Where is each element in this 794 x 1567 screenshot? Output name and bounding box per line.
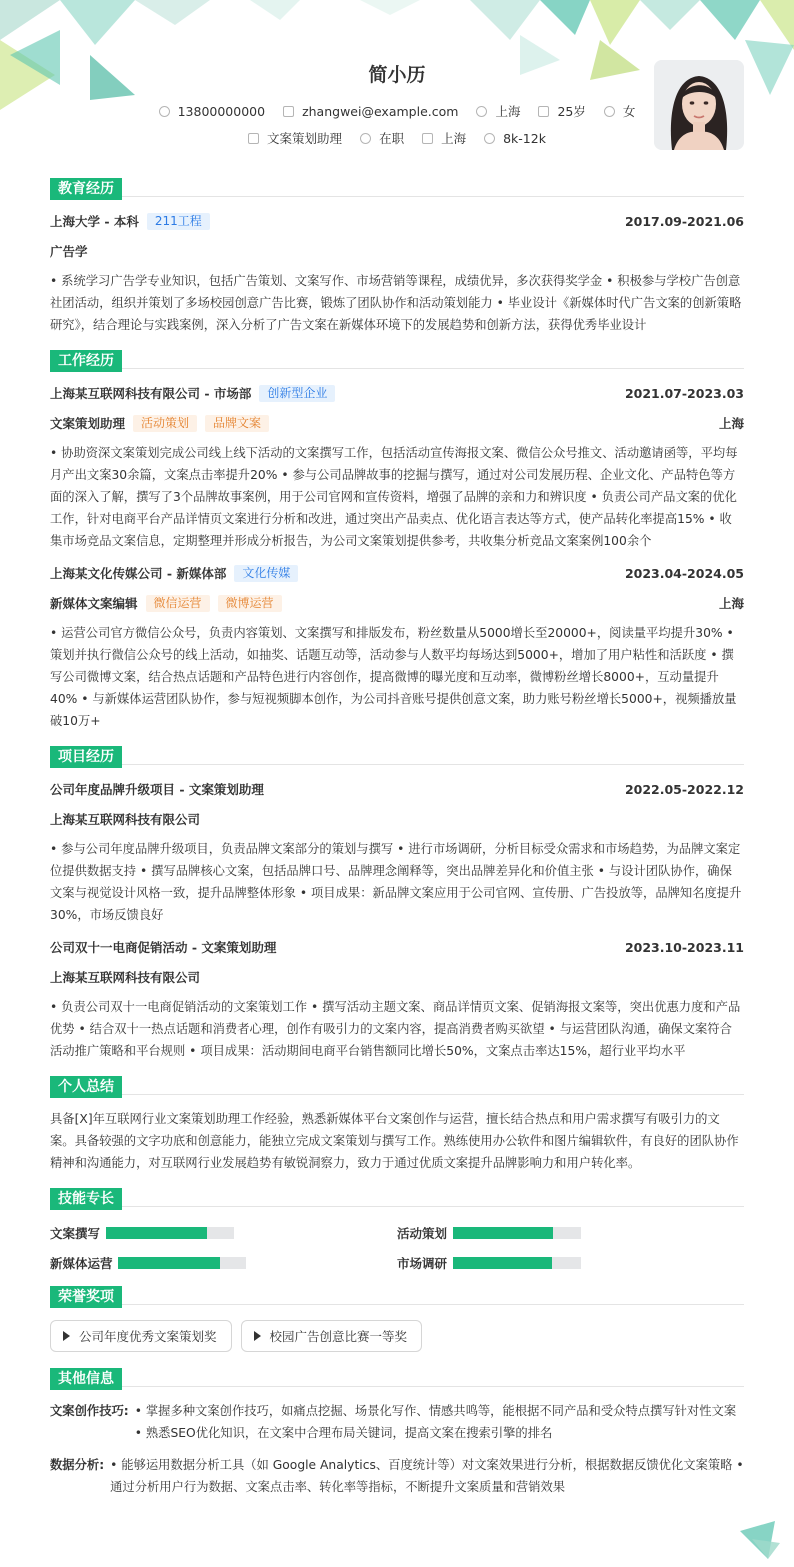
work-role-row xyxy=(50,588,744,618)
skills-list xyxy=(50,1216,744,1278)
work-company-row xyxy=(50,558,744,588)
education-school-row xyxy=(50,206,744,236)
projects-section xyxy=(50,746,744,1068)
work-description: • 运营公司官方微信公众号，负责内容策划、文案撰写和排版发布，粉丝数量从5000增长至20000+，阅读量平均提升30% • 策划并执行微信公众号的线上活动，如抽奖、话题互动等，活动参与人数平均每场达到5000+，增加了用户粘性和活跃度 • 撰写公司微博文案，结合热点话题和产品特色进行内容创作，提高微博的曝光度和互动率，微博粉丝增长8000+，互动量提升40% • 与新媒体运营团队协作，参与短视频脚本创作，为公司抖音账号提供创意文案，助力账号粉丝增长5000+，视频播放量破10万+ xyxy=(50,626,737,728)
project-description: • 负责公司双十一电商促销活动的文案策划工作 • 撰写活动主题文案、商品详情页文案、促销海报文案等，突出优惠力度和产品优势 • 结合双十一热点话题和消费者心理，创作有吸引力的文案内容，提高消费者购买欲望 • 与运营团队沟通，确保文案符合活动推广策略和平台规则 • 项目成果：活动期间电商平台销售额同比增长50%，文案点击率达15%，超行业平均水平 xyxy=(50,1000,741,1058)
triangle-bullet-icon xyxy=(254,1331,261,1341)
age-item xyxy=(538,102,585,120)
awards-section xyxy=(50,1286,744,1360)
section-divider xyxy=(122,368,744,369)
major-name: 广告学 xyxy=(50,244,88,259)
skill-name: 活动策划 xyxy=(397,1226,448,1241)
intent-salary: 8k-12k xyxy=(503,130,546,146)
skill-name: 市场调研 xyxy=(397,1256,448,1271)
work-section xyxy=(50,350,744,738)
work-company: 上海某文化传媒公司 - 新媒体部 xyxy=(50,566,227,581)
gender-item xyxy=(604,102,636,120)
work-role: 新媒体文案编辑 xyxy=(50,596,138,611)
project-org: 上海某互联网科技有限公司 xyxy=(50,970,201,985)
work-date: 2023.04-2024.05 xyxy=(624,565,744,581)
projects-title: 项目经历 xyxy=(50,746,122,768)
summary-text: 具备[X]年互联网行业文案策划助理工作经验，熟悉新媒体平台文案创作与运营，擅长结合热点和用户需求撰写有吸引力的文案。具备较强的文字功底和创意能力，能独立完成文案策划与撰写工作。熟练使用办公软件和图片编辑软件，有良好的团队协作精神和沟通能力，对互联网行业发展趋势有敏锐洞察力，致力于通过优质文案提升品牌影响力和用户转化率。 xyxy=(50,1112,739,1170)
education-header xyxy=(50,178,744,200)
home-icon xyxy=(476,106,487,117)
project-name: 公司双十一电商促销活动 - 文案策划助理 xyxy=(50,940,277,955)
section-divider xyxy=(122,1386,744,1387)
skill-bar-fill xyxy=(118,1257,220,1269)
skill-item xyxy=(50,1218,397,1248)
intent-city-item xyxy=(422,129,466,147)
skills-title: 技能专长 xyxy=(50,1188,122,1210)
project-item xyxy=(50,774,744,932)
project-name-row xyxy=(50,932,744,962)
role-tag: 活动策划 xyxy=(133,415,197,432)
skills-section xyxy=(50,1188,744,1278)
school-tag: 211工程 xyxy=(147,213,210,230)
work-location: 上海 xyxy=(718,416,744,431)
avatar xyxy=(654,60,744,150)
work-title: 工作经历 xyxy=(50,350,122,372)
work-header xyxy=(50,350,744,372)
skill-item xyxy=(50,1248,397,1278)
phone-icon xyxy=(159,106,170,117)
skill-bar-fill xyxy=(106,1227,207,1239)
work-description: • 协助资深文案策划完成公司线上线下活动的文案撰写工作，包括活动宣传海报文案、微信公众号推文、活动邀请函等，平均每月产出文案30余篇，文案点击率提升20% • 参与公司品牌故事的挖掘与撰写，通过对公司发展历程、企业文化、产品特色等方面的深入了解，撰写了3个品牌故事案例，用于公司官网和宣传资料，增强了品牌的亲和力和辨识度 • 负责公司产品文案的优化工作，针对电商平台产品详情页文案进行分析和改进，通过突出产品卖点、优化语言表达等方式，使产品转化率提高15% • 收集市场竞品文案信息，定期整理并形成分析报告，为公司文案策划提供参考，共收集分析竞品文案案例100余个 xyxy=(50,446,738,548)
skill-bar xyxy=(453,1227,581,1239)
intent-status-item xyxy=(360,129,404,147)
decorative-corner-triangle xyxy=(740,1521,780,1561)
other-info-label: 文案创作技巧: xyxy=(50,1404,129,1418)
project-org-row xyxy=(50,804,744,834)
project-item xyxy=(50,932,744,1068)
skill-bar-fill xyxy=(453,1257,552,1269)
education-description: • 系统学习广告学专业知识，包括广告策划、文案写作、市场营销等课程，成绩优异，多次获得奖学金 • 积极参与学校广告创意社团活动，组织并策划了多场校园创意广告比赛，锻炼了团队协作和活动策划能力 • 毕业设计《新媒体时代广告文案的创新策略研究》，结合理论与实践案例，深入分析了广告文案在新媒体环境下的发展趋势和创新方法，获得优秀毕业设计 xyxy=(50,274,742,332)
intent-position: 文案策划助理 xyxy=(267,131,343,146)
triangle-bullet-icon xyxy=(63,1331,70,1341)
education-date: 2017.09-2021.06 xyxy=(624,213,744,229)
skill-item xyxy=(397,1248,744,1278)
skill-bar xyxy=(106,1227,234,1239)
education-title: 教育经历 xyxy=(50,178,122,200)
award-chip xyxy=(241,1320,423,1352)
work-item xyxy=(50,558,744,738)
contact-row xyxy=(50,102,744,120)
project-org-row xyxy=(50,962,744,992)
education-section xyxy=(50,178,744,342)
city-text: 上海 xyxy=(495,104,521,119)
skill-bar xyxy=(453,1257,581,1269)
other-header xyxy=(50,1368,744,1390)
work-company-row xyxy=(50,378,744,408)
skills-header xyxy=(50,1188,744,1210)
section-divider xyxy=(122,1094,744,1095)
summary-header xyxy=(50,1076,744,1098)
other-info-item xyxy=(50,1396,744,1444)
awards-title: 荣誉奖项 xyxy=(50,1286,122,1308)
resume-header xyxy=(50,0,744,170)
company-tag: 创新型企业 xyxy=(259,385,335,402)
work-role: 文案策划助理 xyxy=(50,416,126,431)
role-tag: 品牌文案 xyxy=(205,415,269,432)
gender-text: 女 xyxy=(622,104,636,119)
company-tag: 文化传媒 xyxy=(234,565,298,582)
other-info-item xyxy=(50,1450,744,1498)
send-icon xyxy=(248,133,259,144)
project-description: • 参与公司年度品牌升级项目，负责品牌文案部分的策划与撰写 • 进行市场调研，分析目标受众需求和市场趋势，为品牌文案定位提供数据支持 • 撰写品牌核心文案，包括品牌口号、品牌理念阐释等，突出品牌差异化和价值主张 • 与设计团队协作，确保文案与视觉设计风格一致，提升品牌整体形象 • 项目成果：新品牌文案应用于公司官网、宣传册、广告投放等，品牌知名度提升30%，市场反馈良好 xyxy=(50,842,742,922)
intent-salary-item xyxy=(484,131,546,146)
school-name: 上海大学 - 本科 xyxy=(50,214,139,229)
email-text: zhangwei@example.com xyxy=(302,103,459,119)
skill-bar-fill xyxy=(453,1227,553,1239)
project-name-row xyxy=(50,774,744,804)
education-major-row xyxy=(50,236,744,266)
summary-title: 个人总结 xyxy=(50,1076,122,1098)
work-item xyxy=(50,378,744,558)
role-tag: 微信运营 xyxy=(146,595,210,612)
project-date: 2022.05-2022.12 xyxy=(624,781,744,797)
city-item xyxy=(476,102,520,120)
award-chip xyxy=(50,1320,232,1352)
other-info-label: 数据分析: xyxy=(50,1458,105,1472)
skill-item xyxy=(397,1218,744,1248)
other-section xyxy=(50,1368,744,1498)
age-text: 25岁 xyxy=(557,104,586,119)
work-location: 上海 xyxy=(718,596,744,611)
gender-icon xyxy=(604,106,615,117)
other-info-text: • 掌握多种文案创作技巧，如痛点挖掘、场景化写作、情感共鸣等，能根据不同产品和受众特点撰写针对性文案 • 熟悉SEO优化知识，在文案中合理布局关键词，提高文案在搜索引擎的排名 xyxy=(134,1404,737,1440)
intent-position-item xyxy=(248,129,342,147)
phone-item xyxy=(159,104,265,119)
skill-name: 新媒体运营 xyxy=(50,1256,113,1271)
work-company: 上海某互联网科技有限公司 - 市场部 xyxy=(50,386,252,401)
award-name: 校园广告创意比赛一等奖 xyxy=(269,1329,408,1344)
intent-city: 上海 xyxy=(441,131,467,146)
section-divider xyxy=(122,764,744,765)
phone-text: 13800000000 xyxy=(177,103,266,119)
candidate-name: 简小历 xyxy=(368,64,426,86)
age-icon xyxy=(538,106,549,117)
awards-list xyxy=(50,1314,744,1360)
summary-section xyxy=(50,1076,744,1180)
work-date: 2021.07-2023.03 xyxy=(624,385,744,401)
awards-header xyxy=(50,1286,744,1308)
project-name: 公司年度品牌升级项目 - 文案策划助理 xyxy=(50,782,264,797)
section-divider xyxy=(122,196,744,197)
skill-name: 文案撰写 xyxy=(50,1226,101,1241)
role-tag: 微博运营 xyxy=(218,595,282,612)
building-icon xyxy=(422,133,433,144)
email-item xyxy=(283,104,458,119)
section-divider xyxy=(122,1304,744,1305)
project-date: 2023.10-2023.11 xyxy=(624,939,744,955)
section-divider xyxy=(122,1206,744,1207)
work-role-row xyxy=(50,408,744,438)
other-info-text: • 能够运用数据分析工具（如 Google Analytics、百度统计等）对文案效果进行分析，根据数据反馈优化文案策略 • 通过分析用户行为数据、文案点击率、转化率等指标，不断提升文案质量和营销效果 xyxy=(110,1458,744,1494)
profile-photo xyxy=(654,60,744,150)
projects-header xyxy=(50,746,744,768)
job-intent-row xyxy=(50,129,744,147)
email-icon xyxy=(283,106,294,117)
award-name: 公司年度优秀文案策划奖 xyxy=(79,1329,217,1344)
intent-status: 在职 xyxy=(379,131,405,146)
status-icon xyxy=(360,133,371,144)
other-title: 其他信息 xyxy=(50,1368,122,1390)
salary-icon xyxy=(484,133,495,144)
skill-bar xyxy=(118,1257,246,1269)
project-org: 上海某互联网科技有限公司 xyxy=(50,812,201,827)
